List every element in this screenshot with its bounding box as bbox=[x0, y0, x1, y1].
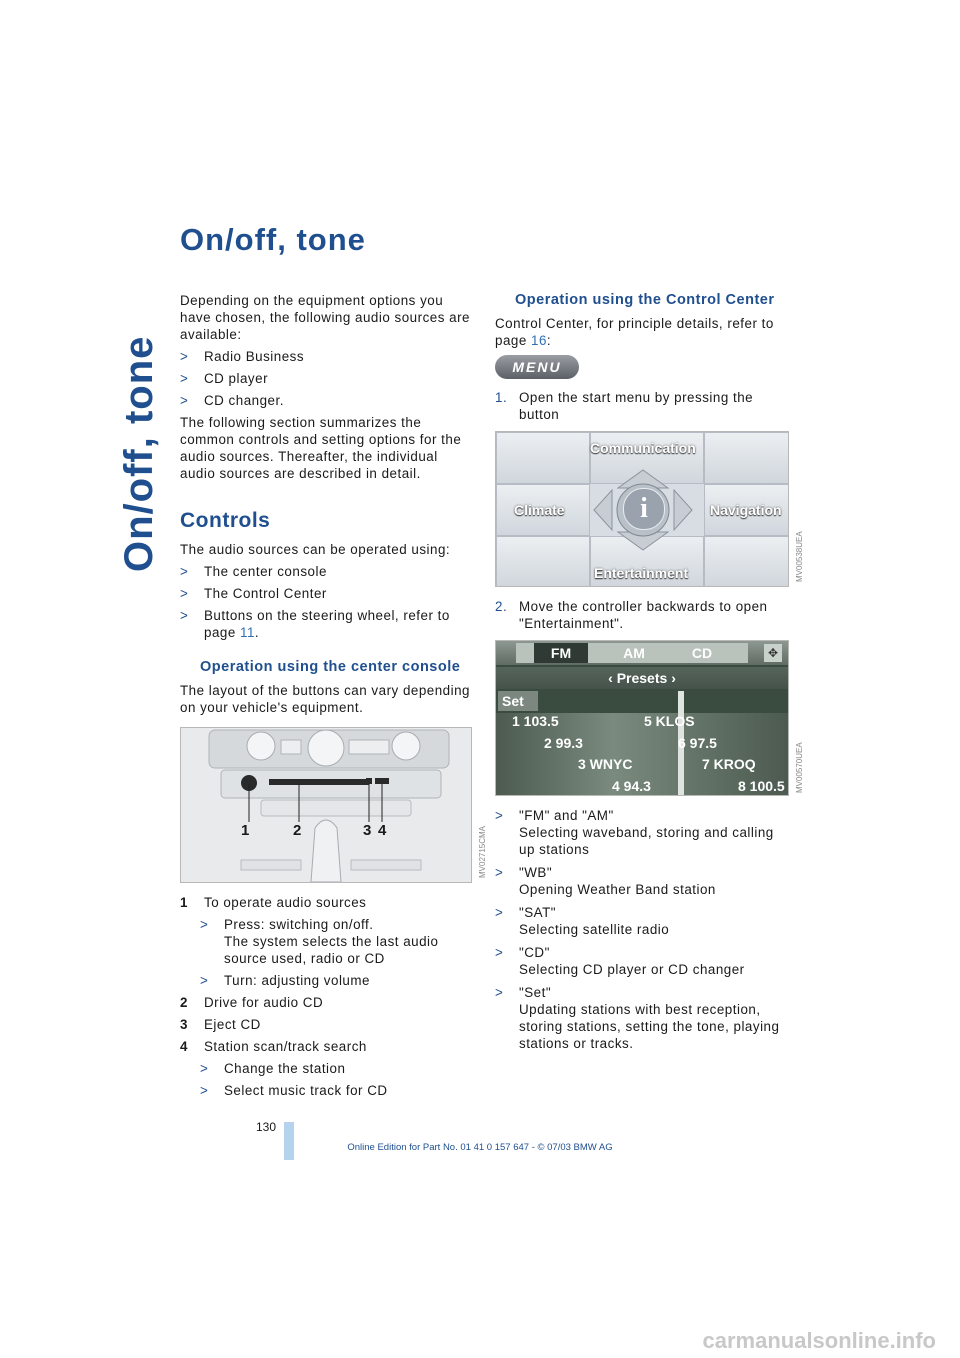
image-code: MV00570UEA bbox=[795, 742, 804, 793]
list-item: > Press: switching on/off. The system selects the last audio source used, radio or CD bbox=[200, 917, 439, 966]
list-item: > "WB" Opening Weather Band station bbox=[495, 865, 716, 897]
tab-fm[interactable]: FM bbox=[534, 643, 588, 663]
menu-navigation[interactable]: Navigation bbox=[710, 502, 782, 518]
image-code: MV02715CMA bbox=[478, 825, 487, 878]
presets-bar[interactable]: ‹ Presets › bbox=[496, 667, 788, 689]
side-tab: On/off, tone bbox=[117, 335, 161, 572]
radio-screen: FM AM CD ✥ ‹ Presets › Set 1 103.5 5 KLOS 2 99.3 6 97.5 3 WNYC 7 KROQ 4 94.3 8 100.5 bbox=[495, 640, 789, 796]
console-heading: Operation using the center console bbox=[200, 659, 461, 675]
list-item: > CD player bbox=[180, 371, 269, 386]
step-item: 1. Open the start menu by pressing the button bbox=[495, 390, 754, 422]
menu-communication[interactable]: Communication bbox=[590, 440, 696, 456]
page-title: On/off, tone bbox=[180, 222, 366, 257]
tab-am[interactable]: AM bbox=[623, 645, 645, 661]
list-item: > "SAT" Selecting satellite radio bbox=[495, 905, 670, 937]
footer-text: Online Edition for Part No. 01 41 0 157 647 - © 07/03 BMW AG bbox=[347, 1142, 613, 1153]
summary-text: The following section summarizes the common controls and setting options for the audio sources. Thereafter, the individual audio sources are described in detail. bbox=[180, 415, 462, 481]
list-item: > Turn: adjusting volume bbox=[200, 973, 370, 988]
menu-entertainment[interactable]: Entertainment bbox=[594, 565, 689, 581]
callout-2: 2 bbox=[293, 822, 302, 839]
watermark: carmanualsonline.info bbox=[702, 1328, 936, 1353]
list-item: > "CD" Selecting CD player or CD changer bbox=[495, 945, 745, 977]
control-center-heading: Operation using the Control Center bbox=[515, 292, 775, 308]
page-link[interactable]: 16 bbox=[531, 333, 547, 348]
chevron-left-icon: ‹ bbox=[608, 670, 613, 686]
right-column bbox=[495, 292, 790, 428]
page-number: 130 bbox=[256, 1120, 277, 1134]
callout-4: 4 bbox=[378, 822, 387, 839]
console-intro: The layout of the buttons can vary depending on your vehicle's equipment. bbox=[180, 683, 470, 715]
controls-heading: Controls bbox=[180, 509, 271, 532]
options-list bbox=[495, 807, 790, 1058]
step-2 bbox=[495, 598, 790, 637]
page-link[interactable]: 11 bbox=[240, 625, 255, 640]
page-bar bbox=[284, 1122, 294, 1160]
move-icon[interactable]: ✥ bbox=[764, 644, 782, 662]
list-item: > "FM" and "AM" Selecting waveband, storing and calling up stations bbox=[495, 808, 774, 857]
list-item: > The center console bbox=[180, 564, 327, 579]
list-item: > Change the station bbox=[200, 1061, 346, 1076]
callout-1: 1 bbox=[241, 822, 250, 839]
callout-3: 3 bbox=[363, 822, 372, 839]
list-item: > Radio Business bbox=[180, 349, 305, 364]
intro-text: Depending on the equipment options you have chosen, the following audio sources are available: bbox=[180, 293, 470, 342]
list-item: > Select music track for CD bbox=[200, 1083, 388, 1098]
start-menu-screen bbox=[495, 431, 789, 587]
left-column bbox=[180, 292, 472, 721]
list-item: > "Set" Updating stations with best reception, storing stations, setting the tone, playing stations or tracks. bbox=[495, 985, 780, 1051]
console-items bbox=[180, 894, 472, 1104]
center-console-image bbox=[180, 727, 472, 883]
chevron-right-icon: › bbox=[671, 670, 676, 686]
list-item: > Buttons on the steering wheel, refer to page 11. bbox=[180, 608, 450, 640]
control-center-intro: Control Center, for principle details, refer to page 16: bbox=[495, 316, 774, 348]
list-item: > CD changer. bbox=[180, 393, 284, 408]
tab-cd[interactable]: CD bbox=[691, 645, 713, 661]
menu-button[interactable]: MENU bbox=[495, 355, 579, 379]
info-icon[interactable]: i bbox=[623, 488, 665, 530]
step-item: 2. Move the controller backwards to open "Entertainment". bbox=[495, 599, 768, 631]
list-item: 1 To operate audio sources bbox=[180, 895, 367, 910]
controls-intro: The audio sources can be operated using: bbox=[180, 542, 451, 557]
list-item: > The Control Center bbox=[180, 586, 327, 601]
list-item: 4 Station scan/track search bbox=[180, 1039, 367, 1054]
image-code: MV00538UEA bbox=[795, 531, 804, 582]
list-item: 3 Eject CD bbox=[180, 1017, 261, 1032]
menu-climate[interactable]: Climate bbox=[514, 502, 565, 518]
center-console-drawing bbox=[181, 728, 471, 882]
set-button[interactable]: Set bbox=[498, 691, 538, 711]
list-item: 2 Drive for audio CD bbox=[180, 995, 324, 1010]
